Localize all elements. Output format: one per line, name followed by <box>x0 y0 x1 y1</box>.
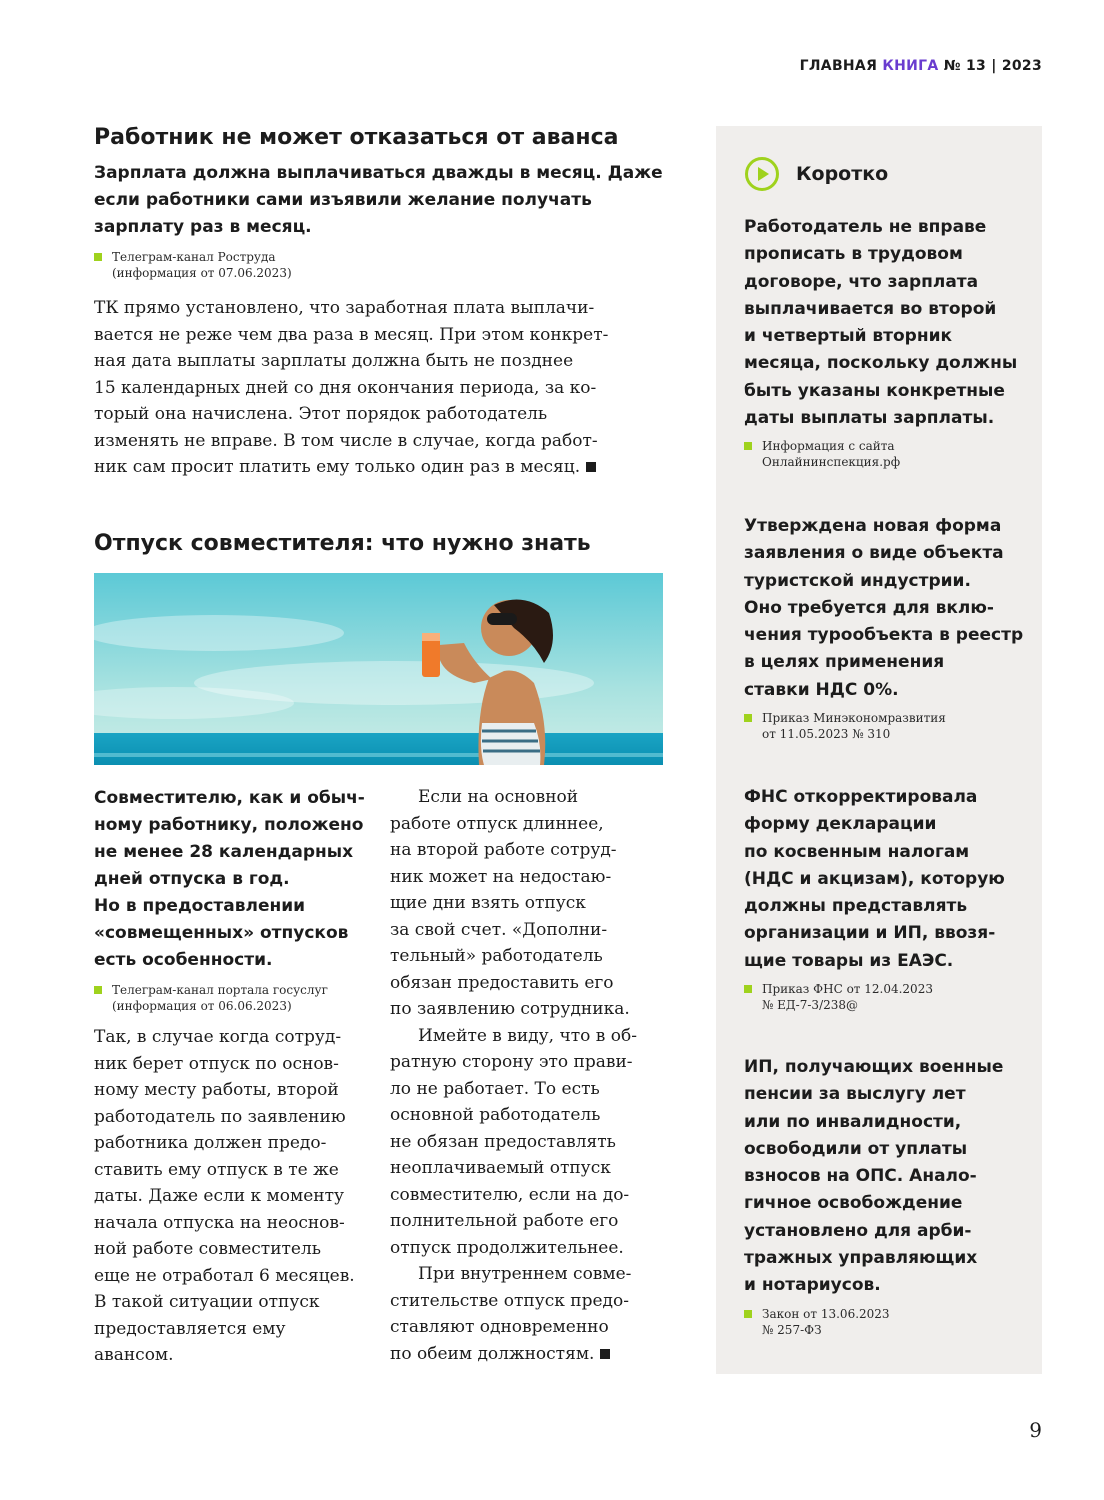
sidebar-title: Коротко <box>796 163 889 185</box>
article-body: ТК прямо установлено, что заработная плата выплачи- вается не реже чем два раза в месяц. При этом конкрет- ная дата выплаты зарплаты должна быть не позднее 15 календарных дней со дня окончания периода, за ко- торый она начислена. Этот порядок работодатель изменять не вправе. В том числе в случае, когда работ- ник сам просит платить ему только один раз в месяц. <box>94 298 609 477</box>
magazine-name-accent: КНИГА <box>882 58 939 74</box>
article-vacation-col2 <box>390 784 680 1367</box>
source-marker-icon <box>744 714 752 722</box>
brief-item-2: Утверждена новая форма заявления о виде объекта туристской индустрии. Оно требуется для вклю- чения турообъекта в реестр в целях применения ставки НДС 0%. Приказ Минэкономразвития от 11.05.2023 № 310 <box>744 513 1034 742</box>
article-body-col2: Если на основной работе отпуск длиннее, на второй работе сотруд- ник может на недостаю- щие дни взять отпуск за свой счет. «Дополни- тельный» работодатель обязан предоставить его по заявлению сотрудника. Имейте в виду, что в об- ратную сторону это прави- ло не работает. То есть основной работодатель не обязан предоставлять неоплачиваемый отпуск совместителю, если на до- полнительной работе его отпуск продолжительнее. При внутреннем совме- стительстве отпуск предо- ставляют одновременно по обеим должностям. <box>390 787 637 1364</box>
source-marker-icon <box>94 253 102 261</box>
brief-item-3: ФНС откорректировала форму декларации по косвенным налогам (НДС и акцизам), которую должны представлять организации и ИП, ввозя- щие товары из ЕАЭС. Приказ ФНС от 12.04.2023 № ЕД-7-3/238@ <box>744 784 1034 1013</box>
source-marker-icon <box>744 985 752 993</box>
issue-number: № 13 | 2023 <box>943 58 1042 74</box>
end-of-article-icon <box>600 1349 610 1359</box>
article-lead: Зарплата должна выплачиваться дважды в месяц. Даже если работники сами изъявили желание получать зарплату раз в месяц. <box>94 163 663 237</box>
sidebar-briefly <box>716 126 1042 1374</box>
brief-item-4: ИП, получающих военные пенсии за выслугу лет или по инвалидности, освободили от уплаты взносов на ОПС. Анало- гичное освобождение установлено для арби- тражных управляющих и нотариусов. Закон от 13.06.2023 № 257-ФЗ <box>744 1054 1034 1338</box>
article-title-vacation: Отпуск совместителя: что нужно знать <box>94 531 591 556</box>
article-lead: Совместителю, как и обыч- ному работнику, положено не менее 28 календарных дней отпуска в год. Но в предоставлении «совмещенных» отпусков есть особенности. <box>94 788 365 970</box>
source-marker-icon <box>744 1310 752 1318</box>
article-avans <box>94 124 694 481</box>
article-vacation-col1 <box>94 785 374 1369</box>
brief-source: Приказ Минэкономразвития от 11.05.2023 № 310 <box>744 710 1034 742</box>
brief-item-1: Работодатель не вправе прописать в трудовом договоре, что зарплата выплачивается во второй и четвертый вторник месяца, поскольку должны быть указаны конкретные даты выплаты зарплаты. Информация с сайта Онлайнинспекция.рф <box>744 214 1034 470</box>
sidebar-header <box>744 156 888 192</box>
article-source: Телеграм-канал портала госуслуг (информация от 06.06.2023) <box>94 982 374 1014</box>
end-of-article-icon <box>586 462 596 472</box>
brief-source: Приказ ФНС от 12.04.2023 № ЕД-7-3/238@ <box>744 981 1034 1013</box>
page-number: 9 <box>1029 1418 1042 1442</box>
source-marker-icon <box>94 986 102 994</box>
article-title: Работник не может отказаться от аванса <box>94 125 619 150</box>
article-source: Телеграм-канал Роструда (информация от 07.06.2023) <box>94 249 694 281</box>
beach-woman-illustration <box>94 573 663 765</box>
magazine-header <box>800 58 1042 74</box>
magazine-name: ГЛАВНАЯ <box>799 58 878 74</box>
brief-source: Информация с сайта Онлайнинспекция.рф <box>744 438 1034 470</box>
article-body-col1: Так, в случае когда сотруд- ник берет отпуск по основ- ному месту работы, второй работодатель по заявлению работника должен предо- ставить ему отпуск в те же даты. Даже если к моменту начала отпуска на неоснов- ной работе совместитель еще не отработал 6 месяцев. В такой ситуации отпуск предоставляется ему авансом. <box>94 1027 355 1365</box>
play-icon <box>744 156 780 192</box>
beach-photo <box>94 573 663 765</box>
brief-source: Закон от 13.06.2023 № 257-ФЗ <box>744 1306 1034 1338</box>
source-marker-icon <box>744 442 752 450</box>
